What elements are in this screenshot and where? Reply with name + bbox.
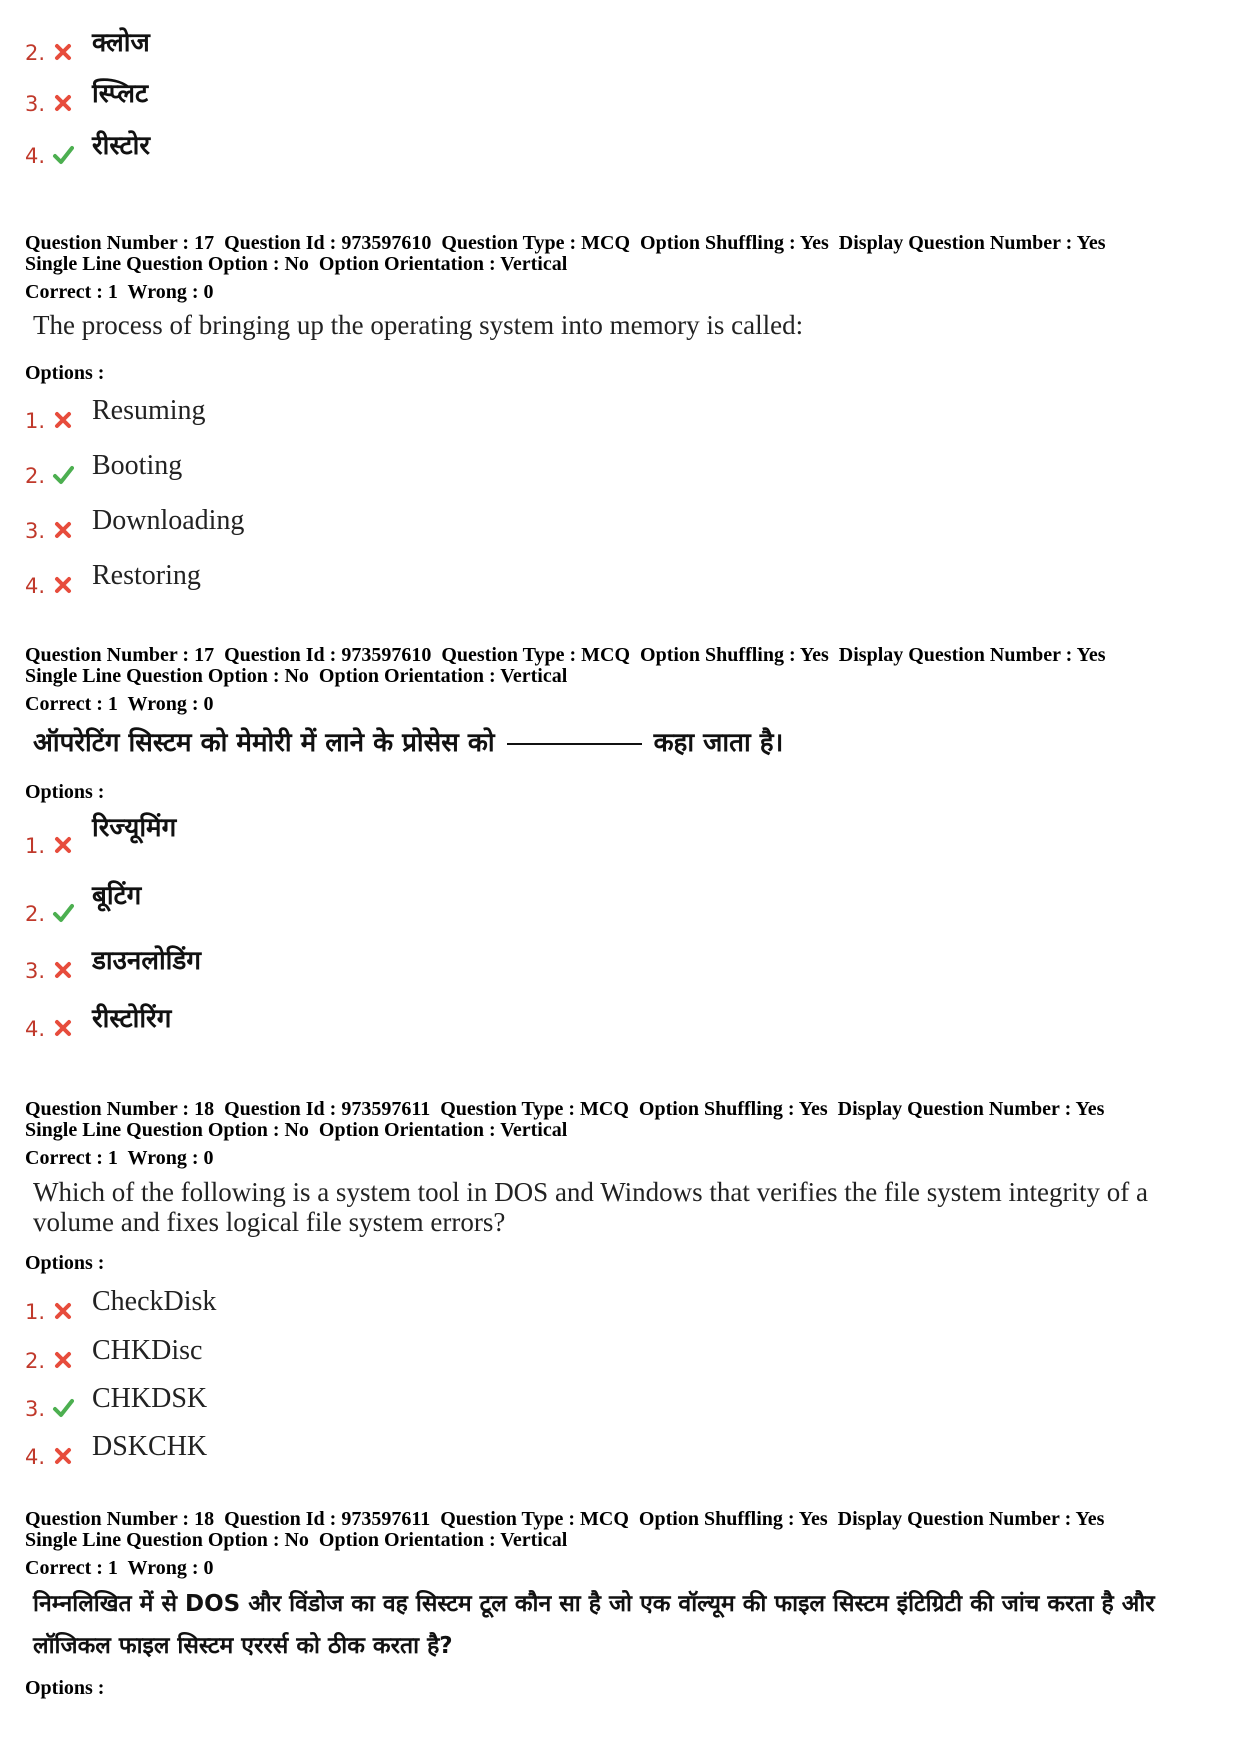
question-text-part: कहा जाता है। (653, 728, 784, 758)
option-text: CHKDSK (92, 1383, 208, 1414)
option-text: Restoring (92, 560, 201, 591)
meta-line: Question Number : 18 Question Id : 973597611 Question Type : MCQ Option Shuffling : Yes Display Question Number : Yes (25, 1508, 1105, 1530)
option-number: 1. (25, 409, 46, 433)
wrong-cross-icon (52, 1349, 74, 1371)
options-label: Options : (25, 1677, 105, 1699)
question-text: निम्नलिखित में से DOS और विंडोज का वह सिस्टम टूल कौन सा है जो एक वॉल्यूम की फाइल सिस्टम इंटिग्रिटी की जांच करता है और लॉजिकल फाइल सिस्टम एररर्स को ठीक करता है? (33, 1591, 1155, 1659)
correct-check-icon (52, 1397, 74, 1419)
question-meta (25, 1099, 1215, 1169)
option-text: रीस्टोर (92, 131, 150, 161)
wrong-cross-icon (52, 834, 74, 856)
meta-line: Single Line Question Option : No Option Orientation : Vertical (25, 253, 568, 275)
option-number: 2. (25, 41, 46, 65)
marks-line: Correct : 1 Wrong : 0 (25, 693, 214, 715)
option-text: CheckDisk (92, 1286, 217, 1317)
question-text-part: ऑपरेटिंग सिस्टम को मेमोरी में लाने के प्रोसेस को (33, 728, 495, 758)
option-number: 2. (25, 902, 46, 926)
option-text: रीस्टोरिंग (92, 1004, 172, 1034)
options-label: Options : (25, 1252, 105, 1274)
meta-line: Single Line Question Option : No Option Orientation : Vertical (25, 665, 568, 687)
option-number: 3. (25, 92, 46, 116)
question-text (33, 722, 1223, 764)
question-meta (25, 233, 1215, 303)
correct-check-icon (52, 144, 74, 166)
meta-line: Question Number : 18 Question Id : 973597611 Question Type : MCQ Option Shuffling : Yes Display Question Number : Yes (25, 1098, 1105, 1120)
meta-line: Single Line Question Option : No Option Orientation : Vertical (25, 1529, 568, 1551)
meta-line: Single Line Question Option : No Option Orientation : Vertical (25, 1119, 568, 1141)
wrong-cross-icon (52, 1300, 74, 1322)
meta-line: Question Number : 17 Question Id : 973597610 Question Type : MCQ Option Shuffling : Yes Display Question Number : Yes (25, 232, 1106, 254)
wrong-cross-icon (52, 41, 74, 63)
wrong-cross-icon (52, 959, 74, 981)
option-text: क्लोज (92, 28, 150, 58)
option-text: रिज्यूमिंग (92, 813, 177, 843)
options-label: Options : (25, 362, 105, 384)
correct-check-icon (52, 902, 74, 924)
option-number: 4. (25, 1445, 46, 1469)
question-meta (25, 645, 1215, 715)
question-text: The process of bringing up the operating system into memory is called: (33, 310, 804, 340)
wrong-cross-icon (52, 1017, 74, 1039)
option-text: स्प्लिट (92, 79, 149, 109)
options-label: Options : (25, 781, 105, 803)
option-text: Downloading (92, 505, 245, 536)
question-text: Which of the following is a system tool in DOS and Windows that verifies the file system integrity of a volume and fixes logical file system errors? (33, 1177, 1148, 1237)
option-number: 1. (25, 1300, 46, 1324)
option-text: Resuming (92, 395, 206, 426)
wrong-cross-icon (52, 519, 74, 541)
correct-check-icon (52, 464, 74, 486)
option-number: 4. (25, 1017, 46, 1041)
option-number: 2. (25, 464, 46, 488)
marks-line: Correct : 1 Wrong : 0 (25, 1147, 214, 1169)
option-number: 4. (25, 574, 46, 598)
option-text: डाउनलोडिंग (92, 946, 201, 976)
wrong-cross-icon (52, 92, 74, 114)
wrong-cross-icon (52, 574, 74, 596)
option-number: 3. (25, 1397, 46, 1421)
wrong-cross-icon (52, 1445, 74, 1467)
option-number: 3. (25, 959, 46, 983)
option-number: 1. (25, 834, 46, 858)
question-meta (25, 1509, 1215, 1579)
fill-blank (507, 743, 642, 745)
option-number: 4. (25, 144, 46, 168)
option-text: DSKCHK (92, 1431, 208, 1462)
marks-line: Correct : 1 Wrong : 0 (25, 281, 214, 303)
option-number: 2. (25, 1349, 46, 1373)
marks-line: Correct : 1 Wrong : 0 (25, 1557, 214, 1579)
wrong-cross-icon (52, 409, 74, 431)
option-text: CHKDisc (92, 1335, 203, 1366)
option-text: बूटिंग (92, 881, 142, 911)
option-text: Booting (92, 450, 183, 481)
meta-line: Question Number : 17 Question Id : 973597610 Question Type : MCQ Option Shuffling : Yes Display Question Number : Yes (25, 644, 1106, 666)
option-number: 3. (25, 519, 46, 543)
